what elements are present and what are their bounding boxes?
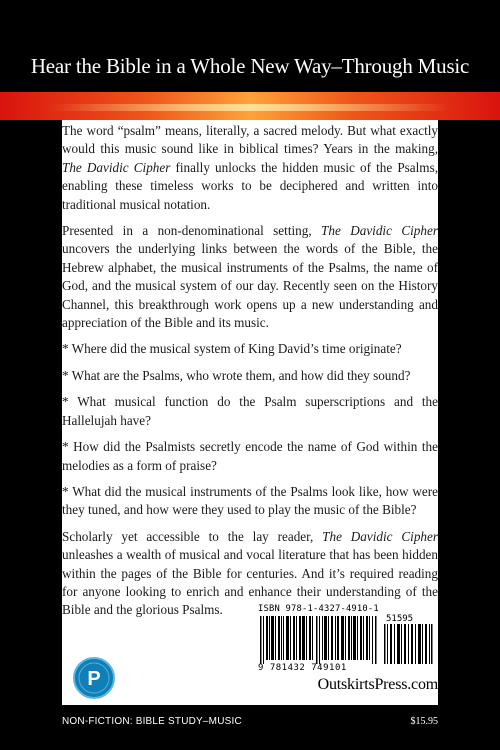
- isbn-text: ISBN 978-1-4327-4910-1: [258, 604, 379, 614]
- price-label: $15.95: [410, 716, 438, 727]
- paragraph-intro: [62, 122, 438, 214]
- paragraph-closing-part-b: unleashes a wealth of musical and vocal literature that has been hidden within the pages of the Bible for centuries. And it’s required reading for anyone looking to enrich and enhance their understanding of the Bible and the glorious Psalms.: [62, 547, 438, 618]
- publisher-logo-icon: [72, 656, 116, 700]
- publisher-website: OutskirtsPress.com: [317, 676, 438, 693]
- gradient-bar: [0, 92, 500, 120]
- description-text: [62, 122, 438, 628]
- bullet-item: * What did the musical instruments of the Psalms look like, how were they tuned, and how were they used to play the music of the Bible?: [62, 483, 438, 518]
- bullet-item: * What musical function do the Psalm superscriptions and the Hallelujah have?: [62, 394, 438, 428]
- book-title-italic: The Davidic Cipher: [322, 528, 438, 544]
- book-title-italic: The Davidic Cipher: [62, 159, 171, 175]
- barcode-icon: [260, 616, 380, 664]
- paragraph-setting-part-b: uncovers the underlying links between the words of the Bible, the Hebrew alphabet, the musical instruments of the Psalms, the name of God, and the musical system of our day. Recently seen on the History Channel, this breakthrough work opens up a new understanding and appreciation of the Bible and its music.: [62, 241, 438, 331]
- logo-letter: P: [87, 668, 101, 690]
- paragraph-setting-part-a: Presented in a non-denominational setting,: [62, 223, 322, 239]
- book-title-italic: The Davidic Cipher: [321, 223, 438, 239]
- bullet-item: * Where did the musical system of King David’s time originate?: [62, 341, 402, 357]
- bullet-item: * What are the Psalms, who wrote them, and how did they sound?: [62, 367, 411, 383]
- headline-banner: [0, 40, 500, 92]
- paragraph-intro-part-a: The word “psalm” means, literally, a sacred melody. But what exactly would this music sound like in biblical times? Years in the making,: [62, 123, 438, 157]
- paragraph-setting: [62, 222, 438, 332]
- gradient-bar-highlight: [0, 104, 500, 111]
- headline-text: Hear the Bible in a Whole New Way–Through Music: [30, 53, 470, 78]
- paragraph-intro-part-b: finally unlocks the hidden music of the Psalms, enabling these timeless works to be deciphered and written into traditional musical notation.: [62, 159, 438, 212]
- price-code-text: 51595: [386, 614, 414, 624]
- paragraph-closing-part-a: Scholarly yet accessible to the lay reader,: [62, 528, 323, 544]
- barcode-number: 9 781432 749101: [258, 663, 347, 673]
- category-label: NON-FICTION: BIBLE STUDY–MUSIC: [62, 716, 242, 727]
- price-barcode-icon: [384, 624, 434, 664]
- bullet-item: * How did the Psalmists secretly encode the name of God within the melodies as a form of praise?: [62, 439, 438, 473]
